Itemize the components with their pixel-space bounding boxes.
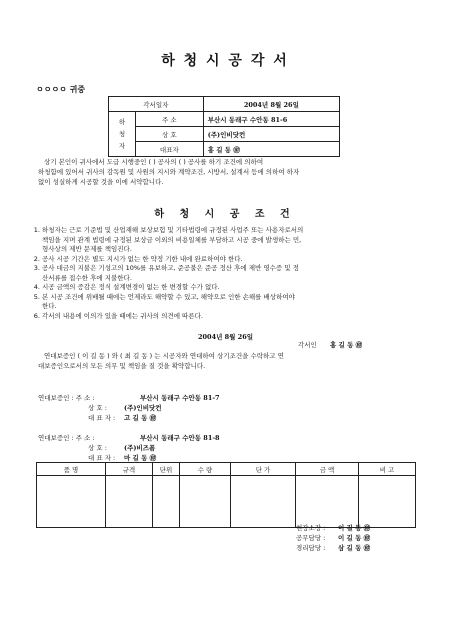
- guarantor1-company-label: 상 호 :: [88, 404, 107, 412]
- condition-item: 2. 공사 시공 기간은 별도 지시가 없는 한 약정 기한 내에 완료하여야 한다.: [42, 255, 434, 265]
- cell-spec[interactable]: [106, 476, 153, 528]
- condition-item: 6. 각서의 내용에 이의가 있을 때에는 귀사의 의견에 따른다.: [42, 312, 434, 322]
- approval-value-accounting: 삼 길 동 ㊞: [338, 544, 371, 552]
- intro-line-1: 상기 본인이 귀사에서 도급 시행중인 ( ) 공사의 ( ) 공사를 하기 조건에 의하여: [44, 158, 264, 166]
- condition-item: 4. 시공 금액의 증감은 정식 설계변경이 없는 한 변경할 수가 없다.: [42, 283, 434, 293]
- signer-value: 홍 길 동 ㊞: [330, 341, 363, 349]
- header-unit-price: 단 가: [231, 463, 296, 476]
- approval-label-site-manager: 현장소장 :: [296, 524, 326, 532]
- cell-quantity[interactable]: [180, 476, 231, 528]
- header-unit: 단위: [153, 463, 180, 476]
- approval-label-accounting: 경리담당 :: [296, 544, 326, 552]
- side-label-1: 하: [118, 118, 126, 126]
- intro-paragraph: [38, 157, 299, 187]
- approval-value-public-works: 이 길 동 ㊞: [338, 534, 371, 542]
- guarantor1-company-value: (주)인비닷컨: [124, 404, 162, 412]
- header-amount: 금 액: [296, 463, 359, 476]
- date-value: 2004년 8월 26일: [203, 97, 339, 112]
- header-remarks: 비 고: [359, 463, 416, 476]
- cell-unit[interactable]: [153, 476, 180, 528]
- guarantor2-address-value: 부산시 동래구 수안동 81-8: [140, 434, 220, 442]
- addressee: ㅇㅇㅇㅇ 귀중: [36, 85, 86, 94]
- approval-value-site-manager: 이 길 동 ㊞: [338, 524, 371, 532]
- company-label: 상 호: [136, 127, 204, 142]
- guarantee-line-2: 대보증인으로서의 모든 의무 및 책임을 질 것을 확약합니다.: [38, 362, 206, 370]
- side-label-3: 자: [118, 142, 126, 150]
- document-title: 하 청 시 공 각 서: [161, 53, 289, 69]
- intro-line-3: 없이 성실하게 시공할 것을 이에 서약합니다.: [38, 178, 164, 186]
- header-quantity: 수 량: [180, 463, 231, 476]
- guarantor2-rep-value: 마 길 동 ㊞: [124, 454, 157, 462]
- intro-line-2: 하청함에 있어서 귀사의 감독원 및 사원의 지시와 계약조건, 시방서, 설계서 등에 의하여 하자: [38, 168, 300, 176]
- contractor-side-label: [109, 112, 136, 157]
- guarantor1-rep-value: 고 길 동 ㊞: [124, 414, 157, 422]
- cell-remarks[interactable]: [359, 476, 416, 528]
- guarantor1-address-label: 연대보증인 : 주 소 :: [38, 394, 95, 402]
- guarantor2-rep-label: 대 표 자 :: [88, 454, 116, 462]
- header-spec: 규격: [106, 463, 153, 476]
- condition-item: 3. 공사 대금의 지불은 기성고의 10%를 유보하고, 준공불은 준공 정산 후에 제반 영수증 및 정 산서류를 접수한 후에 지불한다.: [42, 264, 434, 283]
- guarantee-line-1: 연대보증인 ( 이 길 동 ) 와 ( 최 길 동 ) 는 시공자와 연대하여 상기조건을 수락하고 연: [44, 352, 284, 360]
- rep-value: 홍 길 동 ㊞: [203, 142, 339, 157]
- side-label-2: 청: [118, 130, 126, 138]
- address-value: 부산시 동래구 수안동 81-6: [203, 112, 339, 127]
- sign-date: 2004년 8월 26일: [198, 333, 254, 341]
- guarantor1-rep-label: 대 표 자 :: [88, 414, 116, 422]
- header-item-name: 품 명: [37, 463, 106, 476]
- guarantor2-company-label: 상 호 :: [88, 444, 107, 452]
- conditions-list: [30, 226, 434, 321]
- cell-amount[interactable]: [296, 476, 359, 528]
- guarantor2-company-value: (주)비즈폼: [124, 444, 156, 452]
- company-value: (주)인비닷컨: [203, 127, 339, 142]
- contractor-info-table: [108, 96, 340, 157]
- address-label: 주 소: [136, 112, 204, 127]
- cell-item-name[interactable]: [37, 476, 106, 528]
- date-label: 각서일자: [109, 97, 204, 112]
- conditions-title: 하 청 시 공 조 건: [154, 209, 296, 220]
- guarantor1-address-value: 부산시 동래구 수안동 81-7: [140, 394, 220, 402]
- items-table: [36, 462, 416, 528]
- approval-label-public-works: 공무담당 :: [296, 534, 326, 542]
- condition-item: 5. 본 시공 조건에 위배될 때에는 언제라도 해약할 수 있고, 해약으로 인한 손해를 배상하여야 한다.: [42, 293, 434, 312]
- guarantor2-address-label: 연대보증인 : 주 소 :: [38, 434, 95, 442]
- cell-unit-price[interactable]: [231, 476, 296, 528]
- table-row: [37, 476, 416, 528]
- condition-item: 1. 하청자는 근로 기준법 및 산업재해 보상보험 및 기타법령에 규정된 사업주 또는 사용자로서의 책임을 지며 관계 법령에 규정된 보상금 이외의 비용일체를 부담하고 시공 중에 발생하는 민, 형사상의 제반 문제를 책임진다.: [42, 226, 434, 255]
- rep-label: 대표자: [136, 142, 204, 157]
- signer-label: 각서인: [298, 341, 317, 349]
- guarantee-paragraph: [38, 351, 284, 371]
